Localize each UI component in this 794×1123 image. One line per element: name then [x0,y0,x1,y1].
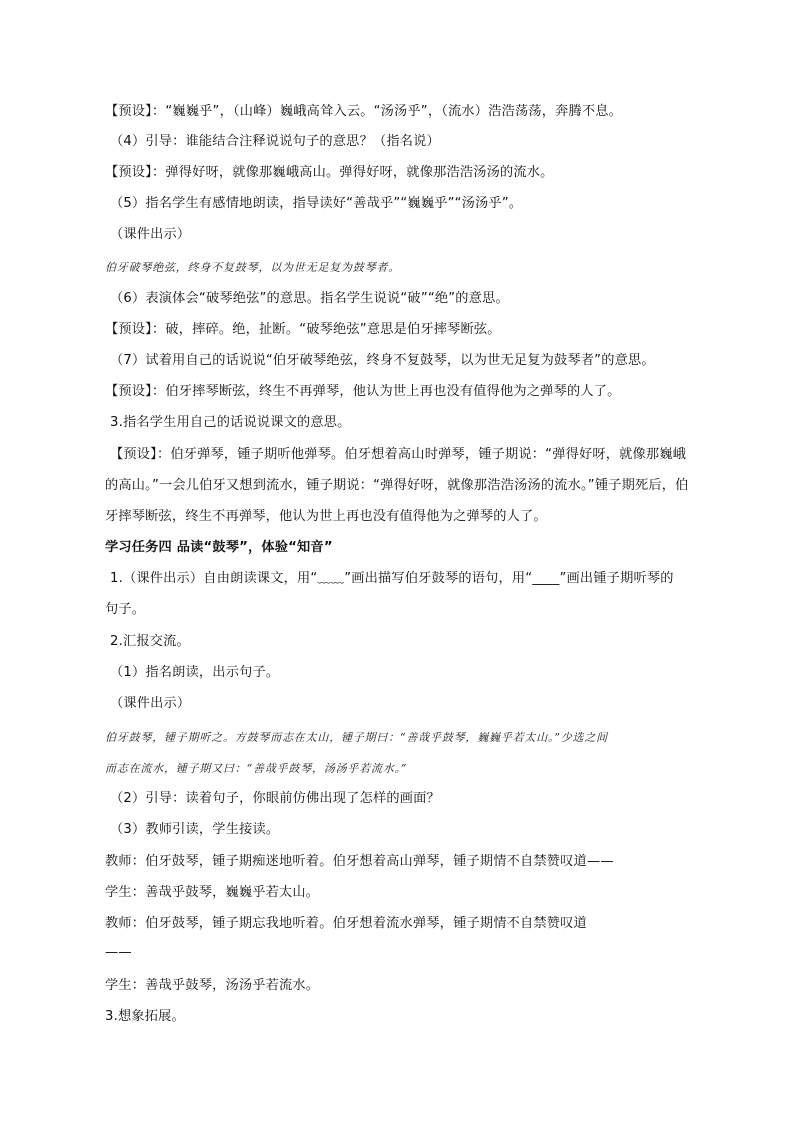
preset-paragraph: 【预设】：弹得好呀，就像那巍峨高山。弹得好呀，就像那浩浩汤汤的流水。 [105,165,554,180]
preset-paragraph: 【预设】：伯牙摔琴断弦，终生不再弹琴，他认为世上再也没有值得他为之弹琴的人了。 [105,384,621,399]
classical-quote: 伯牙鼓琴，锺子期听之。方鼓琴而志在太山，锺子期曰：“善哉乎鼓琴，巍巍乎若太山。”少选之间 [105,731,608,744]
courseware-label: （课件出示） [110,227,191,242]
item-1-instruction: 1.（课件出示）自由朗读课文，用“﹏﹏”画出描写伯牙鼓琴的语句，用“____”画出锺子期听琴的 [110,571,674,586]
student-line: 学生：善哉乎鼓琴，巍巍乎若太山。 [105,885,320,900]
step-4-guide: （4）引导：谁能结合注释说说句子的意思？（指名说） [110,134,440,149]
preset-paragraph: 【预设】：“巍巍乎”，（山峰）巍峨高耸入云。“汤汤乎”，（流水）浩浩荡荡，奔腾不息。 [105,104,623,119]
dash-continuation: —— [105,945,132,960]
step-3-lead: （3）教师引读，学生接读。 [110,822,280,837]
preset-paragraph: 【预设】：伯牙弹琴，锺子期听他弹琴。伯牙想着高山时弹琴，锺子期说：“弹得好呀，就像那巍峨 [110,447,687,462]
classical-quote: 伯牙破琴绝弦，终身不复鼓琴，以为世无足复为鼓琴者。 [105,261,400,274]
item-2-report: 2.汇报交流。 [110,634,190,649]
step-2-guide: （2）引导：读着句子，你眼前仿佛出现了怎样的画面？ [110,791,440,806]
step-1-read: （1）指名朗读，出示句子。 [110,665,280,680]
step-5-reading: （5）指名学生有感情地朗读，指导读好“善哉乎”“巍巍乎”“汤汤乎”。 [110,196,523,211]
item-1-instruction-cont: 句子。 [105,602,146,617]
item-3-imagine: 3.想象拓展。 [105,1009,185,1024]
student-line: 学生：善哉乎鼓琴，汤汤乎若流水。 [105,978,320,993]
teacher-line: 教师：伯牙鼓琴，锺子期忘我地听着。伯牙想着流水弹琴，锺子期情不自禁赞叹道 [105,916,587,931]
section-heading: 学习任务四 品读“鼓琴”，体验“知音” [105,540,333,555]
classical-quote-cont: 而志在流水，锺子期又曰：“善哉乎鼓琴，汤汤乎若流水。” [105,762,408,775]
preset-paragraph-cont: 牙摔琴断弦，终生不再弹琴，他认为世上再也没有值得他为之弹琴的人了。 [105,509,547,524]
preset-paragraph-cont: 的高山。”一会儿伯牙又想到流水，锺子期说：“弹得好呀，就像那浩浩汤汤的流水。”锺子期死后，伯 [105,478,689,493]
courseware-label: （课件出示） [110,696,191,711]
step-7-retell: （7）试着用自己的话说说“伯牙破琴绝弦，终身不复鼓琴，以为世无足复为鼓琴者”的意思。 [110,353,655,368]
teacher-line: 教师：伯牙鼓琴，锺子期痴迷地听着。伯牙想着高山弹琴，锺子期情不自禁赞叹道—— [105,854,614,869]
preset-paragraph: 【预设】：破，摔碎。绝，扯断。“破琴绝弦”意思是伯牙摔琴断弦。 [105,322,501,337]
step-6-act: （6）表演体会“破琴绝弦”的意思。指名学生说说“破”“绝”的意思。 [110,291,509,306]
item-3-retell: 3.指名学生用自己的话说说课文的意思。 [110,415,351,430]
